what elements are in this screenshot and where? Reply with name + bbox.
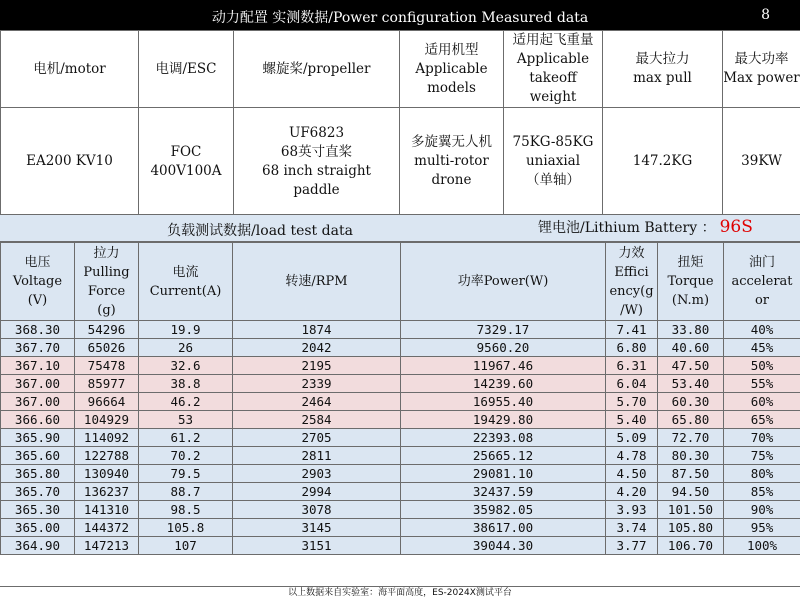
table-cell: 32437.59 <box>401 483 606 501</box>
load-test-header <box>0 214 800 242</box>
spec-value-cell <box>234 108 400 216</box>
spec-header-cell-line: max pull <box>633 70 692 86</box>
data-header-cell-line: 扭矩 <box>677 255 703 270</box>
spec-header-cell-line: 适用机型 <box>425 42 479 58</box>
table-cell: 87.50 <box>658 465 724 483</box>
table-row <box>1 519 800 537</box>
table-cell: 50% <box>724 357 800 375</box>
table-cell: 14239.60 <box>401 375 606 393</box>
battery-cells: 96S <box>720 217 753 237</box>
table-cell: 2584 <box>233 411 401 429</box>
table-cell: 38617.00 <box>401 519 606 537</box>
table-row <box>1 429 800 447</box>
table-cell: 365.00 <box>1 519 75 537</box>
table-cell: 104929 <box>75 411 139 429</box>
table-row <box>1 321 800 339</box>
spec-value-cell-line: 39KW <box>741 153 782 169</box>
spec-header-cell <box>1 31 139 108</box>
spec-value-cell-line: 68 inch straight <box>262 163 371 179</box>
data-header-cell-line: /W) <box>620 303 643 318</box>
table-row <box>1 411 800 429</box>
spec-header-cell <box>504 31 603 108</box>
data-header-cell <box>606 243 658 321</box>
table-cell: 60% <box>724 393 800 411</box>
table-cell: 88.7 <box>139 483 233 501</box>
table-cell: 2903 <box>233 465 401 483</box>
data-header-cell-line: Voltage <box>13 274 62 289</box>
table-cell: 39044.30 <box>401 537 606 555</box>
table-cell: 6.04 <box>606 375 658 393</box>
table-cell: 2464 <box>233 393 401 411</box>
table-cell: 65% <box>724 411 800 429</box>
data-header-cell-line: Pulling <box>83 265 129 280</box>
spec-header-cell-line: 电机/motor <box>33 61 105 77</box>
table-cell: 365.60 <box>1 447 75 465</box>
table-cell: 2339 <box>233 375 401 393</box>
table-cell: 65026 <box>75 339 139 357</box>
data-header-cell-line: Effici <box>614 265 648 280</box>
spec-value-cell <box>139 108 234 216</box>
table-cell: 365.90 <box>1 429 75 447</box>
table-cell: 40% <box>724 321 800 339</box>
title-bar <box>0 0 800 30</box>
spec-header-cell-line: models <box>427 80 476 96</box>
data-header-cell-line: 电流Current(A) <box>150 265 222 299</box>
data-header-cell-line: 油门 <box>749 255 775 270</box>
table-cell: 100% <box>724 537 800 555</box>
table-cell: 98.5 <box>139 501 233 519</box>
table-cell: 75478 <box>75 357 139 375</box>
spec-header-cell <box>139 31 234 108</box>
table-cell: 22393.08 <box>401 429 606 447</box>
table-cell: 107 <box>139 537 233 555</box>
data-header-cell-line: 功率Power(W) <box>458 274 549 289</box>
data-header-cell <box>233 243 401 321</box>
table-cell: 19429.80 <box>401 411 606 429</box>
table-cell: 2195 <box>233 357 401 375</box>
footer-note: 以上数据来自实验室：海平面高度，ES-2024X测试平台 <box>0 586 800 600</box>
table-cell: 16955.40 <box>401 393 606 411</box>
spec-header-cell-line: 电调/ESC <box>156 61 217 77</box>
table-row <box>1 375 800 393</box>
spec-value-row <box>1 108 800 216</box>
table-cell: 141310 <box>75 501 139 519</box>
table-cell: 32.6 <box>139 357 233 375</box>
data-header-cell <box>139 243 233 321</box>
table-cell: 96664 <box>75 393 139 411</box>
spec-value-cell-line: 68英寸直桨 <box>281 144 352 160</box>
table-cell: 3078 <box>233 501 401 519</box>
table-cell: 3151 <box>233 537 401 555</box>
table-cell: 26 <box>139 339 233 357</box>
spec-header-cell-line: Max power <box>723 70 800 86</box>
battery-label: 锂电池/Lithium Battery ： <box>538 220 716 236</box>
table-cell: 85977 <box>75 375 139 393</box>
data-header-cell-line: ency(g <box>609 284 653 299</box>
table-cell: 367.70 <box>1 339 75 357</box>
spec-value-cell-line: （单轴） <box>526 172 580 188</box>
spec-value-cell-line: EA200 KV10 <box>26 153 113 169</box>
spec-header-cell <box>723 31 800 108</box>
table-row <box>1 447 800 465</box>
data-header-cell-line: 拉力 <box>93 246 119 261</box>
table-cell: 122788 <box>75 447 139 465</box>
table-row <box>1 465 800 483</box>
table-cell: 4.20 <box>606 483 658 501</box>
table-cell: 79.5 <box>139 465 233 483</box>
table-cell: 105.80 <box>658 519 724 537</box>
table-cell: 47.50 <box>658 357 724 375</box>
table-row <box>1 339 800 357</box>
table-cell: 38.8 <box>139 375 233 393</box>
data-header-cell-line: 力效 <box>618 246 644 261</box>
table-cell: 6.31 <box>606 357 658 375</box>
spec-value-cell-line: 多旋翼无人机 <box>411 134 492 150</box>
spec-header-row <box>1 31 800 108</box>
table-cell: 60.30 <box>658 393 724 411</box>
table-cell: 40.60 <box>658 339 724 357</box>
load-test-label: 负载测试数据/load test data <box>0 220 520 240</box>
table-cell: 85% <box>724 483 800 501</box>
table-cell: 3.74 <box>606 519 658 537</box>
spec-table <box>0 30 800 216</box>
table-cell: 54296 <box>75 321 139 339</box>
table-cell: 364.90 <box>1 537 75 555</box>
table-cell: 46.2 <box>139 393 233 411</box>
table-cell: 33.80 <box>658 321 724 339</box>
spec-value-cell <box>504 108 603 216</box>
table-row <box>1 483 800 501</box>
table-cell: 367.00 <box>1 375 75 393</box>
table-cell: 2994 <box>233 483 401 501</box>
table-cell: 70% <box>724 429 800 447</box>
table-cell: 365.70 <box>1 483 75 501</box>
spec-value-cell <box>1 108 139 216</box>
spec-value-cell-line: paddle <box>293 182 339 198</box>
page-number: 8 <box>761 7 770 23</box>
table-cell: 19.9 <box>139 321 233 339</box>
table-cell: 29081.10 <box>401 465 606 483</box>
data-header-row <box>1 243 800 321</box>
table-cell: 80.30 <box>658 447 724 465</box>
table-cell: 53 <box>139 411 233 429</box>
table-cell: 7.41 <box>606 321 658 339</box>
spec-header-cell-line: 螺旋桨/propeller <box>263 61 371 77</box>
data-header-cell-line: 转速/RPM <box>285 274 347 289</box>
page-title: 动力配置 实测数据/Power configuration Measured data <box>0 7 800 27</box>
spec-header-cell <box>400 31 504 108</box>
data-header-cell-line: (V) <box>28 293 48 308</box>
data-header-cell <box>401 243 606 321</box>
table-cell: 3.93 <box>606 501 658 519</box>
table-cell: 114092 <box>75 429 139 447</box>
spec-value-cell-line: UF6823 <box>289 125 344 141</box>
load-test-table <box>0 242 800 555</box>
table-row <box>1 501 800 519</box>
spec-value-cell-line: 75KG-85KG <box>513 134 594 150</box>
table-row <box>1 393 800 411</box>
data-header-cell-line: Force <box>88 284 125 299</box>
spec-header-cell <box>603 31 723 108</box>
spec-header-cell <box>234 31 400 108</box>
table-cell: 2042 <box>233 339 401 357</box>
data-header-cell-line: (N.m) <box>672 293 709 308</box>
table-cell: 53.40 <box>658 375 724 393</box>
spec-header-cell-line: 最大拉力 <box>636 51 690 67</box>
table-cell: 2811 <box>233 447 401 465</box>
table-cell: 4.50 <box>606 465 658 483</box>
spec-header-cell-line: 适用起飞重量 <box>513 32 594 48</box>
table-cell: 147213 <box>75 537 139 555</box>
table-cell: 90% <box>724 501 800 519</box>
table-cell: 65.80 <box>658 411 724 429</box>
table-cell: 1874 <box>233 321 401 339</box>
table-cell: 94.50 <box>658 483 724 501</box>
spec-value-cell-line: drone <box>432 172 472 188</box>
spec-header-cell-line: takeoff <box>529 70 576 86</box>
table-row <box>1 537 800 555</box>
table-cell: 2705 <box>233 429 401 447</box>
table-cell: 136237 <box>75 483 139 501</box>
data-header-cell <box>658 243 724 321</box>
table-cell: 11967.46 <box>401 357 606 375</box>
table-cell: 101.50 <box>658 501 724 519</box>
table-cell: 367.00 <box>1 393 75 411</box>
table-cell: 7329.17 <box>401 321 606 339</box>
data-header-cell-line: 电压 <box>24 255 50 270</box>
table-cell: 55% <box>724 375 800 393</box>
data-header-cell <box>1 243 75 321</box>
table-cell: 6.80 <box>606 339 658 357</box>
spec-value-cell-line: multi-rotor <box>414 153 489 169</box>
table-cell: 367.10 <box>1 357 75 375</box>
table-cell: 144372 <box>75 519 139 537</box>
spec-value-cell-line: uniaxial <box>526 153 580 169</box>
table-cell: 80% <box>724 465 800 483</box>
table-cell: 5.40 <box>606 411 658 429</box>
table-cell: 368.30 <box>1 321 75 339</box>
spec-value-cell-line: 400V100A <box>150 163 221 179</box>
spec-value-cell-line: 147.2KG <box>633 153 693 169</box>
table-cell: 366.60 <box>1 411 75 429</box>
table-cell: 70.2 <box>139 447 233 465</box>
table-cell: 35982.05 <box>401 501 606 519</box>
spec-value-cell-line: FOC <box>171 144 202 160</box>
table-cell: 5.70 <box>606 393 658 411</box>
table-cell: 75% <box>724 447 800 465</box>
spec-header-cell-line: 最大功率 <box>735 51 789 67</box>
spec-header-cell-line: Applicable <box>415 61 487 77</box>
table-cell: 72.70 <box>658 429 724 447</box>
spec-header-cell-line: Applicable <box>517 51 589 67</box>
table-cell: 365.30 <box>1 501 75 519</box>
table-cell: 106.70 <box>658 537 724 555</box>
data-header-cell-line: accelerat <box>731 274 792 289</box>
data-header-cell <box>724 243 800 321</box>
data-header-cell-line: (g) <box>97 303 115 318</box>
table-cell: 3145 <box>233 519 401 537</box>
spec-value-cell <box>400 108 504 216</box>
data-header-cell-line: Torque <box>667 274 713 289</box>
table-cell: 61.2 <box>139 429 233 447</box>
table-cell: 365.80 <box>1 465 75 483</box>
table-row <box>1 357 800 375</box>
table-cell: 9560.20 <box>401 339 606 357</box>
spec-value-cell <box>723 108 800 216</box>
table-cell: 130940 <box>75 465 139 483</box>
table-cell: 45% <box>724 339 800 357</box>
data-header-cell <box>75 243 139 321</box>
spec-header-cell-line: weight <box>530 89 577 105</box>
table-cell: 105.8 <box>139 519 233 537</box>
spec-value-cell <box>603 108 723 216</box>
data-header-cell-line: or <box>755 293 769 308</box>
table-cell: 4.78 <box>606 447 658 465</box>
battery-info <box>538 217 800 237</box>
table-cell: 5.09 <box>606 429 658 447</box>
table-cell: 95% <box>724 519 800 537</box>
table-cell: 25665.12 <box>401 447 606 465</box>
table-cell: 3.77 <box>606 537 658 555</box>
